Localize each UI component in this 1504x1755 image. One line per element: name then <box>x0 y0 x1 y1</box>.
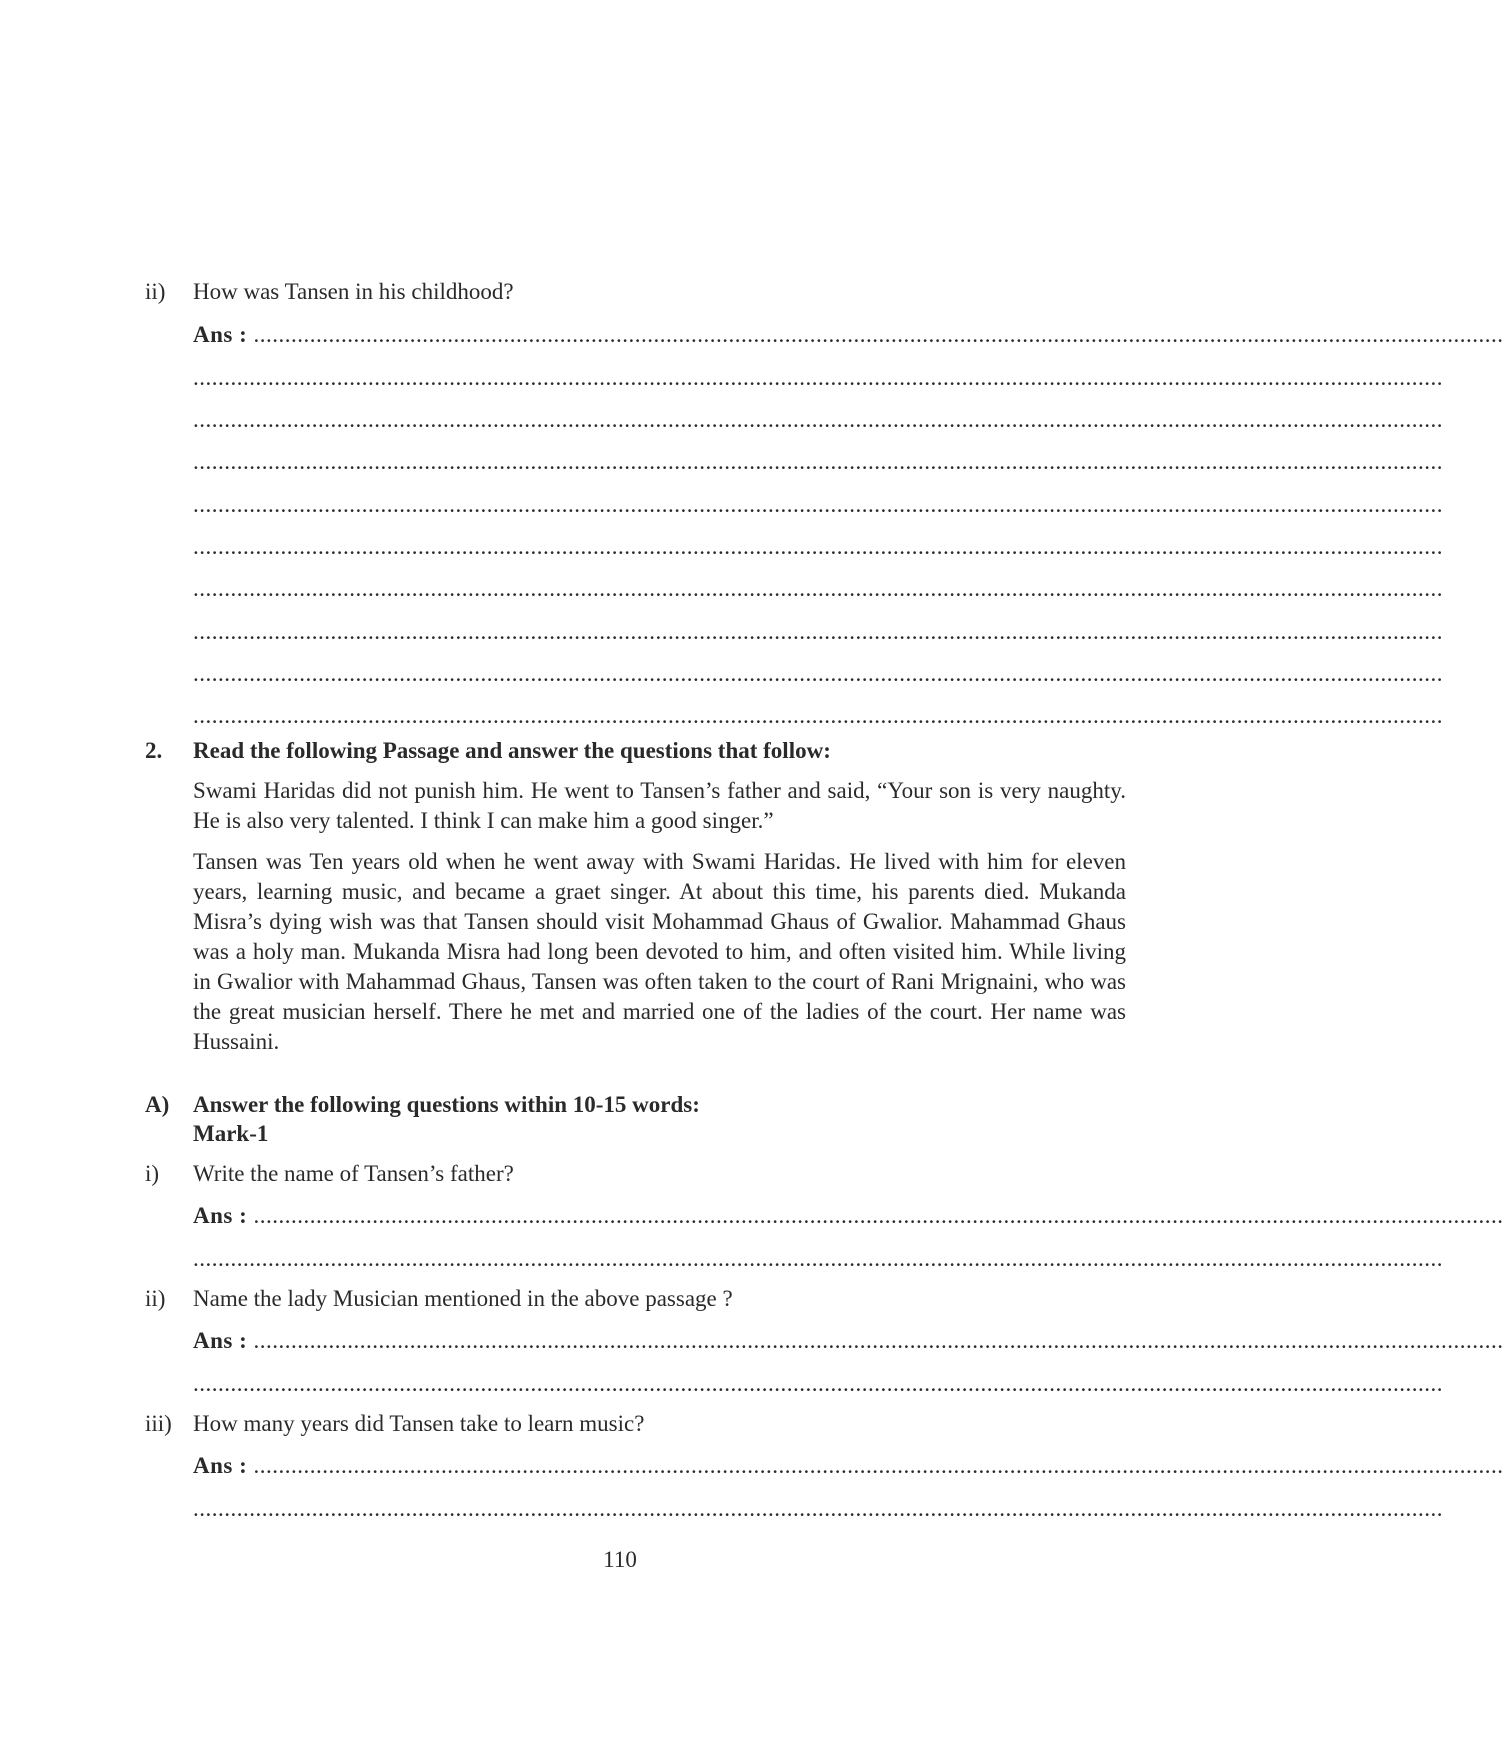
answer-line[interactable] <box>193 1326 1504 1356</box>
question-number: ii) <box>145 279 166 304</box>
dotted-leader: ........................................................................................................................................................................................................ <box>247 322 1504 347</box>
answer-line[interactable] <box>193 320 1504 350</box>
blank-answer-line[interactable]: ........................................................................................................................................................................................................ <box>193 407 1443 432</box>
blank-answer-line[interactable]: ........................................................................................................................................................................................................ <box>193 365 1443 390</box>
answer-label: Ans : <box>193 1328 248 1353</box>
section-heading: Read the following Passage and answer the questions that follow: <box>193 738 831 763</box>
section-number: A) <box>145 1092 170 1117</box>
blank-answer-line[interactable]: ........................................................................................................................................................................................................ <box>193 1496 1443 1521</box>
question-number: ii) <box>145 1286 166 1311</box>
blank-answer-line[interactable]: ........................................................................................................................................................................................................ <box>193 619 1443 644</box>
blank-answer-line[interactable]: ........................................................................................................................................................................................................ <box>193 661 1443 686</box>
answer-label: Ans : <box>193 1203 248 1228</box>
blank-answer-line[interactable]: ........................................................................................................................................................................................................ <box>193 576 1443 601</box>
answer-label: Ans : <box>193 322 248 347</box>
blank-answer-line[interactable]: ........................................................................................................................................................................................................ <box>193 1246 1443 1271</box>
question-text: Name the lady Musician mentioned in the above passage ? <box>193 1286 733 1311</box>
blank-answer-line[interactable]: ........................................................................................................................................................................................................ <box>193 534 1443 559</box>
passage-paragraph: Swami Haridas did not punish him. He went to Tansen’s father and said, “Your son is very naughty. He is also very talented. I think I can make him a good singer.” <box>193 778 1126 833</box>
dotted-leader: ........................................................................................................................................................................................................ <box>247 1203 1504 1228</box>
question-number: i) <box>145 1161 160 1186</box>
blank-answer-line[interactable]: ........................................................................................................................................................................................................ <box>193 1371 1443 1396</box>
answer-label: Ans : <box>193 1453 248 1478</box>
marks-label: Mark-1 <box>193 1121 269 1146</box>
page-number: 110 <box>603 1547 637 1572</box>
question-number: iii) <box>145 1411 172 1436</box>
dotted-leader: ........................................................................................................................................................................................................ <box>247 1328 1504 1353</box>
question-text: Write the name of Tansen’s father? <box>193 1161 514 1186</box>
question-text: How many years did Tansen take to learn music? <box>193 1411 645 1436</box>
section-number: 2. <box>145 738 163 763</box>
answer-line[interactable] <box>193 1451 1504 1481</box>
passage-paragraph: Tansen was Ten years old when he went away with Swami Haridas. He lived with him for eleven years, learning music, and became a graet singer. At about this time, his parents died. Mukanda Misra’s dying wish was that Tansen should visit Mohammad Ghaus of Gwalior. Mahammad Ghaus was a holy man. Mukanda Misra had long been devoted to him, and often visited him. While living in Gwalior with Mahammad Ghaus, Tansen was often taken to the court of Rani Mrignaini, who was the great musician herself. There he met and married one of the ladies of the court. Her name was Hussaini. <box>193 849 1126 1054</box>
blank-answer-line[interactable]: ........................................................................................................................................................................................................ <box>193 492 1443 517</box>
dotted-leader: ........................................................................................................................................................................................................ <box>247 1453 1504 1478</box>
answer-line[interactable] <box>193 1201 1504 1231</box>
blank-answer-line[interactable]: ........................................................................................................................................................................................................ <box>193 449 1443 474</box>
section-heading: Answer the following questions within 10-15 words: <box>193 1092 700 1117</box>
blank-answer-line[interactable]: ........................................................................................................................................................................................................ <box>193 703 1443 728</box>
question-text: How was Tansen in his childhood? <box>193 279 514 304</box>
